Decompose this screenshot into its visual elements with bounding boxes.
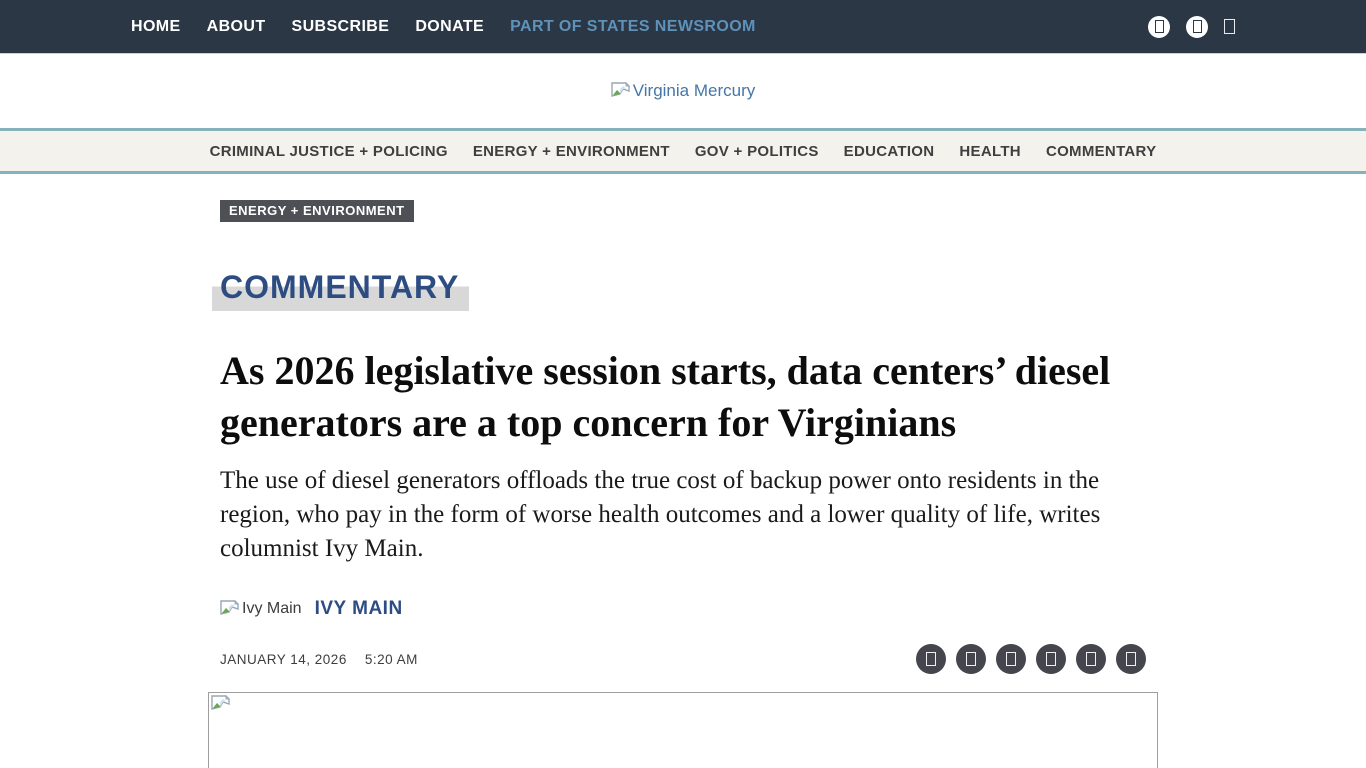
share-button-4[interactable] — [1036, 644, 1066, 674]
author-row — [220, 598, 1146, 620]
missing-glyph-icon — [1006, 652, 1016, 666]
nav-criminal-justice-link[interactable]: CRIMINAL JUSTICE + POLICING — [209, 142, 448, 160]
nav-education-link[interactable]: EDUCATION — [843, 142, 935, 160]
topbar-social-icons — [1148, 16, 1235, 38]
category-nav — [0, 128, 1366, 174]
nav-subscribe-link[interactable]: SUBSCRIBE — [291, 17, 390, 35]
states-newsroom-link[interactable]: PART OF STATES NEWSROOM — [510, 17, 756, 35]
nav-gov-politics-link[interactable]: GOV + POLITICS — [694, 142, 819, 160]
missing-glyph-icon — [1155, 20, 1164, 33]
search-button[interactable] — [1224, 19, 1235, 34]
topbar-nav — [131, 18, 756, 36]
share-button-1[interactable] — [916, 644, 946, 674]
social-circle-button-2[interactable] — [1186, 16, 1208, 38]
nav-donate-link[interactable]: DONATE — [415, 17, 485, 35]
site-logo-link[interactable] — [611, 81, 756, 101]
top-utility-bar — [0, 0, 1366, 54]
hero-image-placeholder — [208, 692, 1158, 768]
nav-commentary-link[interactable]: COMMENTARY — [1045, 142, 1157, 160]
broken-image-icon — [220, 600, 240, 618]
broken-image-icon — [211, 695, 231, 713]
nav-energy-environment-link[interactable]: ENERGY + ENVIRONMENT — [472, 142, 670, 160]
article-dek: The use of diesel generators offloads the true cost of backup power onto residents in the region, who pay in the form of worse health outcomes and a lower quality of life, writes columnist Ivy Main. — [220, 467, 1101, 562]
nav-health-link[interactable]: HEALTH — [959, 142, 1021, 160]
share-button-2[interactable] — [956, 644, 986, 674]
broken-image-icon — [611, 82, 631, 100]
site-header — [0, 54, 1366, 128]
missing-glyph-icon — [1046, 652, 1056, 666]
publish-time: 5:20 AM — [364, 651, 418, 667]
article — [208, 174, 1158, 768]
missing-glyph-icon — [1086, 652, 1096, 666]
missing-glyph-icon — [1126, 652, 1136, 666]
share-buttons — [916, 644, 1146, 674]
share-button-3[interactable] — [996, 644, 1026, 674]
publish-date-group — [220, 652, 418, 667]
missing-glyph-icon — [1193, 20, 1202, 33]
author-avatar-alt-text: Ivy Main — [242, 600, 302, 617]
missing-glyph-icon — [966, 652, 976, 666]
article-title: As 2026 legislative session starts, data centers’ diesel generators are a top concern for Virginians — [220, 348, 1111, 445]
author-name-link[interactable]: IVY MAIN — [314, 598, 403, 619]
category-badge[interactable]: ENERGY + ENVIRONMENT — [220, 200, 414, 222]
nav-home-link[interactable]: HOME — [131, 17, 181, 35]
site-logo-alt-text: Virginia Mercury — [632, 81, 756, 100]
search-icon — [1224, 19, 1235, 34]
article-meta-row — [220, 644, 1146, 674]
social-circle-button-1[interactable] — [1148, 16, 1170, 38]
nav-about-link[interactable]: ABOUT — [206, 17, 266, 35]
section-label-commentary[interactable]: COMMENTARY — [212, 269, 469, 311]
author-avatar — [220, 600, 302, 618]
publish-date: JANUARY 14, 2026 — [220, 651, 347, 667]
share-button-6[interactable] — [1116, 644, 1146, 674]
missing-glyph-icon — [926, 652, 936, 666]
share-button-5[interactable] — [1076, 644, 1106, 674]
